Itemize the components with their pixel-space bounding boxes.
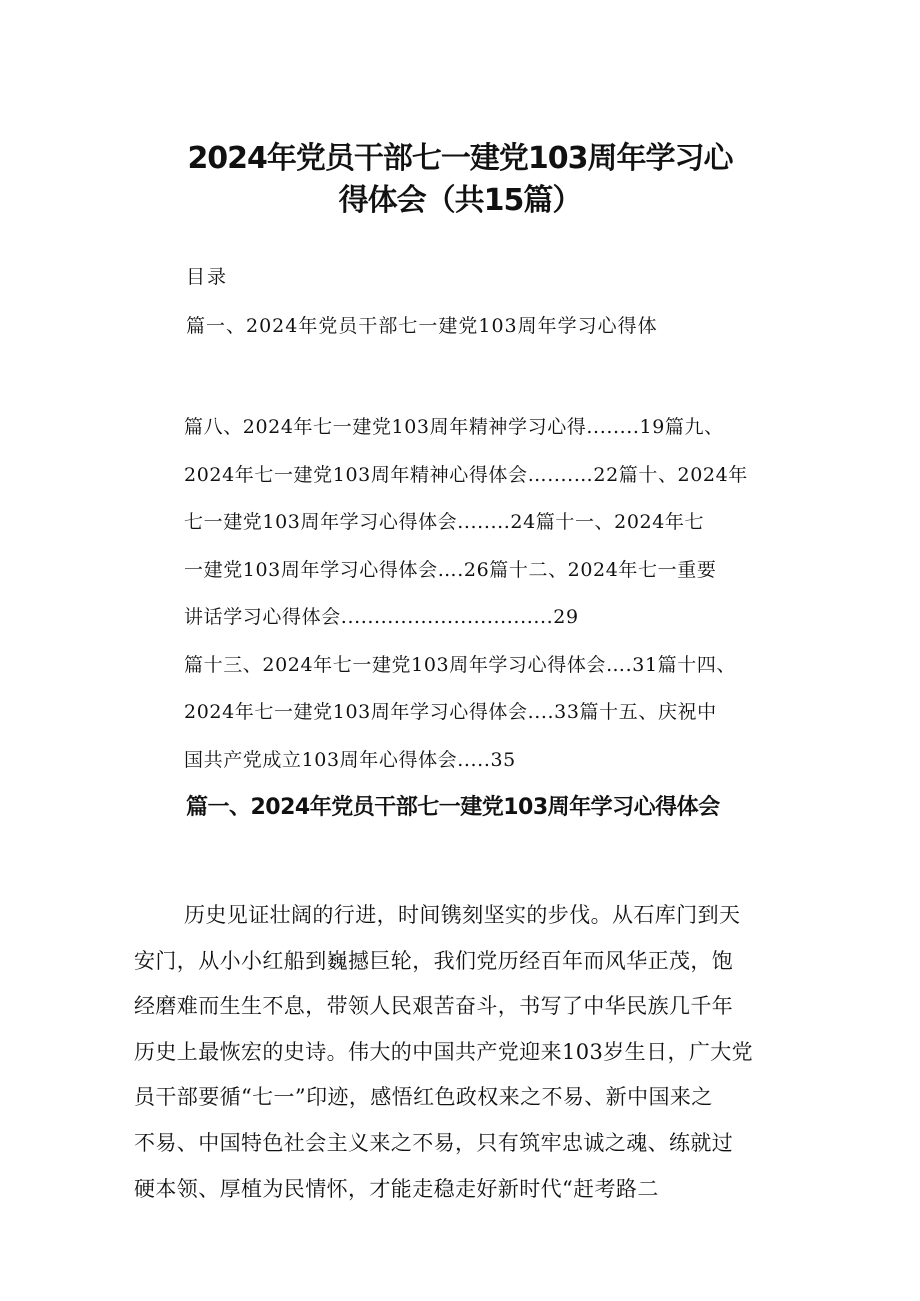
body-line: 历史见证壮阔的行进，时间镌刻坚实的步伐。从石库门到天 xyxy=(184,903,741,927)
toc-line: 讲话学习心得体会................................29 xyxy=(184,606,579,628)
toc-line: 篇八、2024年七一建党103周年精神学习心得........19篇九、 xyxy=(184,416,724,438)
toc-line: 一建党103周年学习心得体会….26篇十二、2024年七一重要 xyxy=(184,558,717,581)
body-line: 不易、中国特色社会主义来之不易，只有筑牢忠诚之魂、练就过 xyxy=(134,1130,734,1155)
document-title xyxy=(150,138,770,222)
body-line: 安门，从小小红船到巍撼巨轮，我们党历经百年而风华正茂，饱 xyxy=(134,948,734,973)
toc-line: 2024年七一建党103周年学习心得体会....33篇十五、庆祝中 xyxy=(184,701,717,723)
toc-entry-first: 篇一、2024年党员干部七一建党103周年学习心得体 xyxy=(186,315,658,337)
toc-line: 国共产党成立103周年心得体会.....35 xyxy=(184,748,516,771)
toc-line: 七一建党103周年学习心得体会........24篇十一、2024年七 xyxy=(184,511,705,533)
section-heading: 篇一、2024年党员干部七一建党103周年学习心得体会 xyxy=(186,795,720,820)
title-line-1: 2024年党员干部七一建党103周年学习心 xyxy=(187,141,733,176)
body-paragraph xyxy=(134,893,794,1212)
body-line: 硬本领、厚植为民情怀，才能走稳走好新时代“赶考路二 xyxy=(134,1176,659,1201)
body-line: 经磨难而生生不息，带领人民艰苦奋斗，书写了中华民族几千年 xyxy=(134,994,734,1019)
toc-list xyxy=(184,404,784,784)
toc-heading: 目录 xyxy=(186,266,229,288)
body-line: 历史上最恢宏的史诗。伟大的中国共产党迎来103岁生日，广大党 xyxy=(134,1039,754,1064)
title-line-2: 得体会（共15篇） xyxy=(338,183,582,218)
toc-line: 篇十三、2024年七一建党103周年学习心得体会….31篇十四、 xyxy=(184,653,737,676)
toc-line: 2024年七一建党103周年精神心得体会…....…22篇十、2024年 xyxy=(184,463,748,486)
body-line: 员干部要循“七一”印迹，感悟红色政权来之不易、新中国来之 xyxy=(134,1085,713,1110)
